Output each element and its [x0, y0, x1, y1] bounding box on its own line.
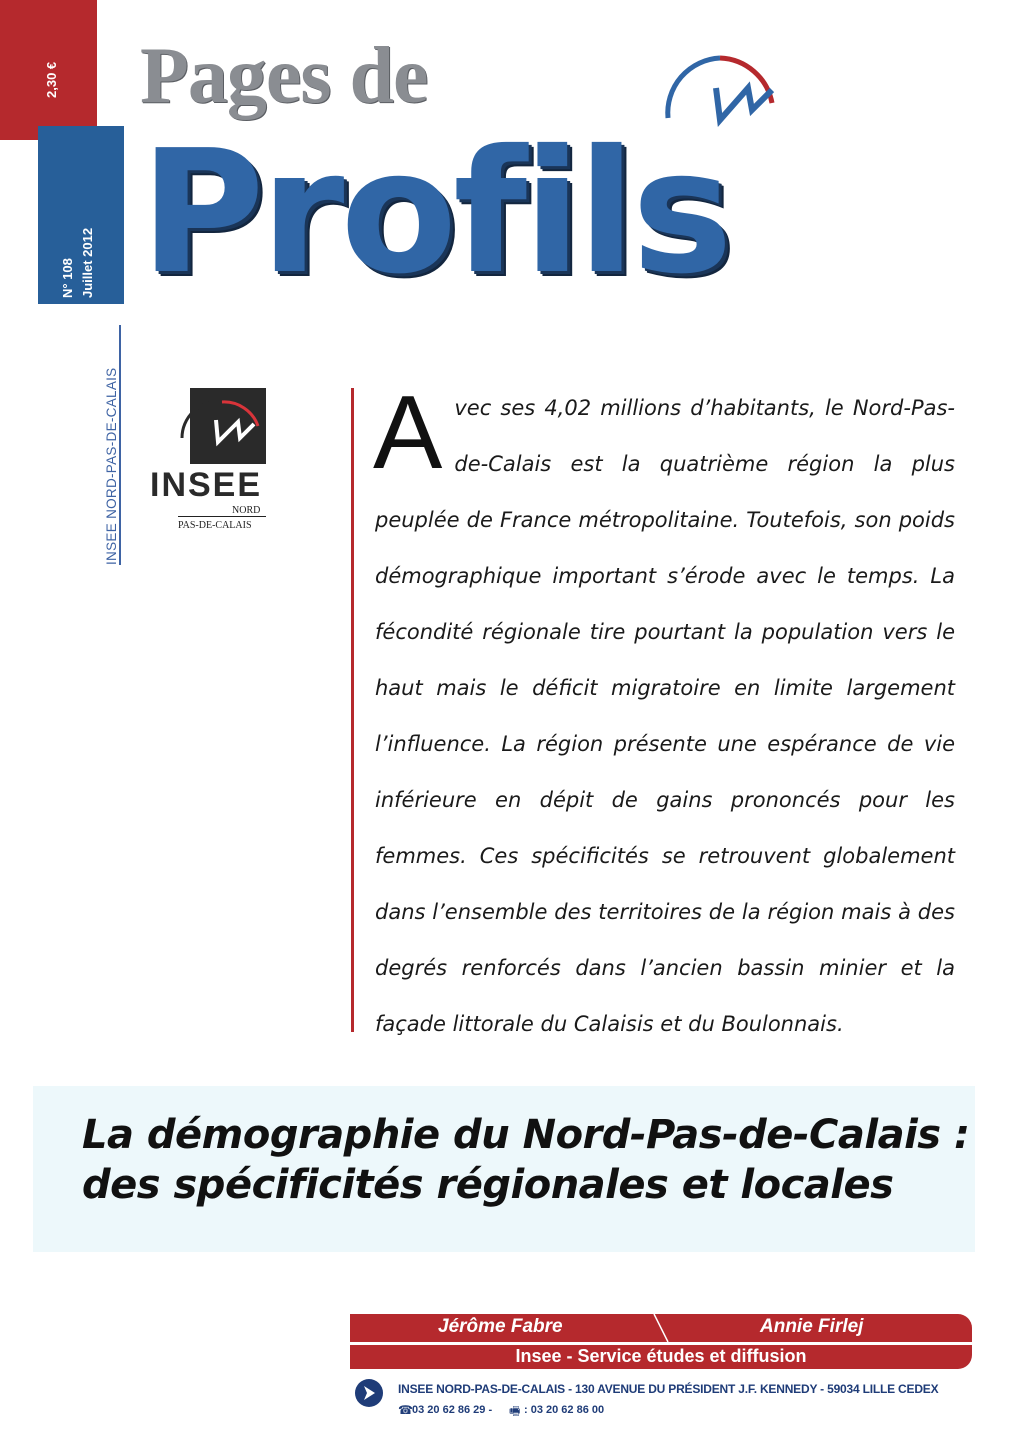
masthead-subtitle: Pages de	[140, 32, 428, 120]
insee-arc-logo-icon	[660, 48, 780, 128]
vertical-publisher-label: INSEE NORD-PAS-DE-CALAIS	[104, 367, 119, 565]
author-name: Jérôme Fabre	[438, 1316, 563, 1337]
insee-wordmark: INSEE	[150, 466, 263, 504]
price-label: 2,30 €	[44, 61, 59, 98]
drop-cap: A	[373, 375, 443, 491]
vertical-divider	[119, 325, 121, 565]
summary-paragraph	[373, 375, 955, 1052]
author-divider	[650, 1312, 672, 1344]
insee-region-line2: PAS-DE-CALAIS	[178, 520, 252, 531]
main-title-line2: des spécificités régionales et locales	[82, 1162, 894, 1208]
phone-number: 03 20 62 86 29 -	[412, 1404, 493, 1416]
insee-logo-rule	[178, 516, 266, 517]
service-label: Insee - Service études et diffusion	[515, 1346, 807, 1366]
fax-icon: 🖷	[509, 1404, 521, 1418]
summary-text: vec ses 4,02 millions d’habitants, le Nord-Pas-de-Calais est la quatrième région la plus peuplée de France métropolitaine. Toutefois, son poids démographique important s’érode avec le temps. La fécondité régionale tire pourtant la population vers le haut mais le déficit migratoire en limite largement l’influence. La région présente une espérance de vie inférieure en dépit de gains prononcés pour les femmes. Ces spécificités se retrouvent globalement dans l’ensemble des territoires de la région mais à des degrés renforcés dans l’ancien bassin minier et la façade littorale du Calaisis et du Boulonnais.	[375, 396, 955, 1036]
issue-date: Juillet 2012	[80, 227, 95, 298]
author-name: Annie Firlej	[760, 1316, 864, 1337]
insee-region-line1: NORD	[232, 505, 261, 516]
issue-number: N° 108	[60, 258, 75, 298]
summary-rule	[351, 388, 354, 1032]
arrow-circle-icon	[354, 1378, 384, 1408]
masthead-title: Profils	[140, 114, 729, 312]
fax-number: : 03 20 62 86 00	[524, 1404, 605, 1416]
phone-icon: ☎	[398, 1403, 413, 1417]
insee-mark-icon	[178, 390, 268, 460]
postal-address: INSEE NORD-PAS-DE-CALAIS - 130 AVENUE DU PRÉSIDENT J.F. KENNEDY - 59034 LILLE CEDEX	[398, 1382, 939, 1396]
main-title-line1: La démographie du Nord-Pas-de-Calais :	[82, 1112, 970, 1158]
